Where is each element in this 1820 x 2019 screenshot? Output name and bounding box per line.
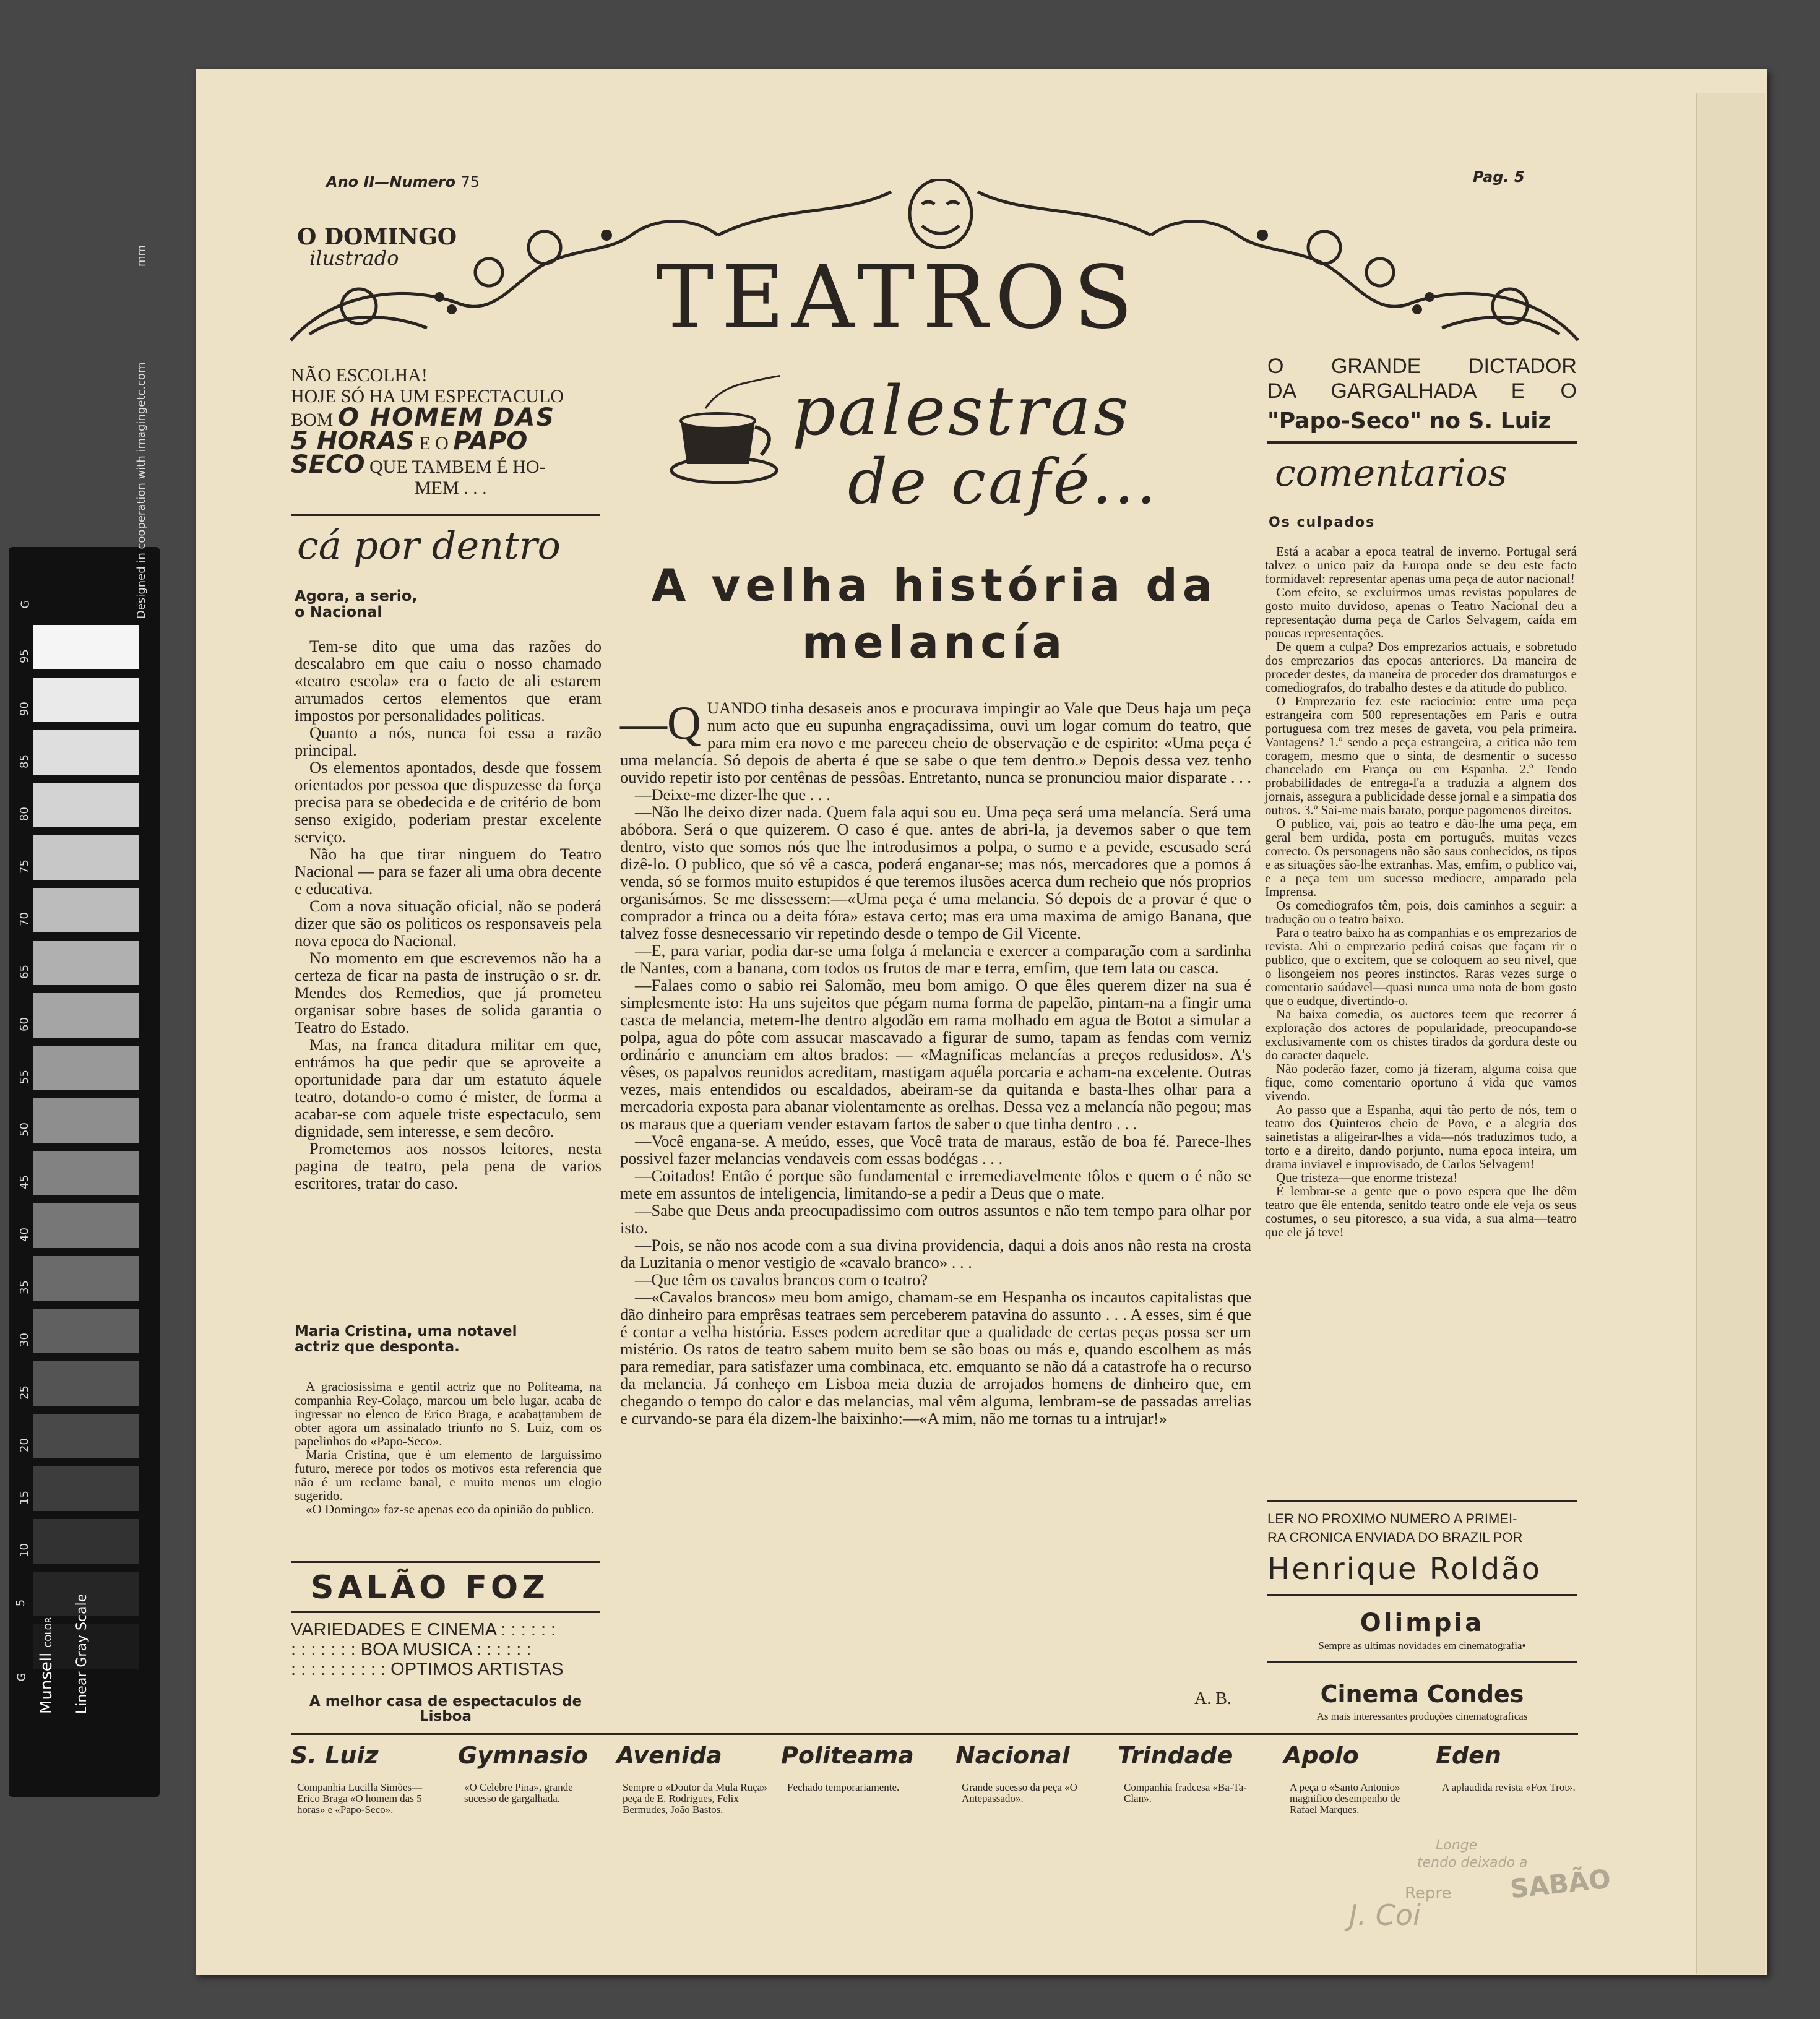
salao-foz-ad: VARIEDADES E CINEMA : : : : : : : : : : : : : BOA MUSICA : : : : : : : : : : : : : : : : OPTIMOS ARTISTAS: [291, 1620, 564, 1679]
paragraph: —Deixe-me dizer-lhe que . . .: [635, 785, 830, 804]
gray-scale-number: 75: [17, 859, 31, 874]
gray-scale-number: 45: [17, 1175, 31, 1189]
scale-brand: Munsell COLOR: [37, 1617, 56, 1714]
palestras-title: palestras: [792, 371, 1131, 450]
theatre-name: Avenida: [616, 1742, 722, 1769]
theatre-description: Companhia fradcesa «Ba-Ta-Clan».: [1124, 1781, 1247, 1804]
paragraph: —Você engana-se. A meúdo, esses, que Você trata de maraus, estão de boa fé. Parece-lhes possivel fazer melancias vendaveis com essas bodégas . . .: [620, 1132, 1251, 1168]
promo-block: [291, 365, 606, 499]
section-title: TEATROS: [656, 248, 1141, 348]
promo-line: NÃO ESCOLHA!: [291, 365, 428, 385]
gray-scale-number: 80: [17, 807, 31, 821]
theatre-description: Sempre o «Doutor da Mula Ruça» peça de E. Rodrigues, Felix Bermudes, João Bastos.: [623, 1781, 767, 1815]
gray-patch: [33, 835, 139, 880]
section-heading-ca-por-dentro: cá por dentro: [297, 523, 561, 568]
right-article-body: [1265, 545, 1577, 1239]
scale-vertical-text: Designed in cooperation with imagingetc.com mm: [135, 244, 148, 619]
gray-patch: [33, 678, 139, 722]
theatre-description: A peça o «Santo Antonio» magnifico desempenho de Rafael Marques.: [1290, 1781, 1400, 1815]
divider: [291, 1611, 600, 1613]
gray-scale-number: 40: [17, 1228, 31, 1242]
gray-scale-number: 85: [17, 754, 31, 768]
divider: [291, 514, 600, 516]
theatre-description: Fechado temporariamente.: [787, 1781, 900, 1793]
paragraph: «O Domingo» faz-se apenas eco da opinião do publico.: [306, 1502, 594, 1517]
cinema-condes-title: Cinema Condes: [1320, 1681, 1524, 1708]
publication-subname: ilustrado: [309, 246, 399, 270]
paragraph: Não poderão fazer, como já fizeram, alguma coisa que fique, como comentario oportuno á vida que vamos vivendo.: [1265, 1061, 1577, 1103]
paragraph: —Pois, se não nos acode com a sua divina providencia, daqui a dois anos não resta na crosta da Luzitania o menor vestigio de «cavalo branco» . . .: [620, 1236, 1251, 1272]
maria-cristina-heading: Maria Cristina, uma notavel actriz que desponta.: [295, 1324, 517, 1355]
listings-top-rule: [291, 1733, 1578, 1735]
paragraph: —Que têm os cavalos brancos com o teatro?: [635, 1270, 928, 1289]
gray-scale-number: 15: [17, 1491, 31, 1505]
theatre-description: Companhia Lucilla Simões—Erico Braga «O homem das 5 horas» e «Papo-Seco».: [297, 1781, 423, 1815]
divider: [1267, 1661, 1577, 1663]
paragraph: —Sabe que Deus anda preocupadissimo com outros assuntos e não tem tempo para olhar por isto.: [620, 1201, 1251, 1237]
paragraph: —«Cavalos brancos» meu bom amigo, chamam-se em Hespanha os incautos capitalistas que dão dinheiro para emprêsas teatraes sem perceberem patavina do assunto . . . A esses, sim é que é contar a velha história. Esses podem acreditar que a qualidade de certas peças possa ser um mistério. Os ratos de teatro sabem muito bem se são boas ou más e, quando escolhem as más para remediar, para satisfazer uma combinaca, etc. emquanto se não dá a catastrofe ha o recurso da melancia. Já conheço em Lisboa meia duzia de arrojados homens de dinheiro que, em chegando o tempo do calor e das melancias, mal vêm alguma, lembram-se de passadas arrelias e curvando-se para éla dizem-lhe baixinho:—«A mim, não me tornas tu a intrujar!»: [620, 1288, 1251, 1427]
gray-patch: [33, 993, 139, 1038]
theatre-description: Grande sucesso da peça «O Antepassado».: [962, 1781, 1077, 1804]
olimpia-subtitle: Sempre as ultimas novidades em cinematografia•: [1318, 1640, 1526, 1651]
promo-line: MEM . . .: [415, 478, 487, 498]
scale-top-label: G: [19, 600, 32, 609]
paragraph: Não ha que tirar ninguem do Teatro Nacional — para se fazer ali uma obra decente e educativa.: [295, 845, 602, 898]
divider: [1267, 1500, 1577, 1502]
center-article-body: —Q UANDO tinha desaseis anos e procurava impingir ao Vale que Deus haja um peça num acto que eu supunha engraçadissima, ouvi um logar comum do teatro, que para mim era novo e me pareceu cheio de observação e de espirito: «Uma peça é uma melancía. Só depois de aberta é que se sabe o que tem dentro.» Depois dessa vez tenho ouvido repetir isto por centênas de pessôas. Entretanto, nunca se pronunciou maior disparate . . . —Deixe-me dizer-lhe que . . . —Não lhe deixo dizer nada. Quem fala aqui sou eu. Uma peça será uma melancía. Será uma abóbora. Será o que quizerem. O caso é que. antes de abri-la, ja devemos saber o que tem dentro, visto que somos nós que lhe introdusimos a polpa, o sumo e a pevide, escusado será dizê-lo. O publico, que só vê a casca, poderá enganar-se; mas nós, mercadores que a pomos á venda, só se formos muito estupidos é que teremos ilusões acerca dum recheio que nós proprios organisámos. Se me dissessem:—«Uma peça é uma melancia. Só depois de a provar é que o comprador a trinca ou a deita fóra» estava certo; mas era uma maxima de amigo Banana, que talvez fosse desnecessario vir repetindo desde o tempo de Gil Vicente. —E, para variar, podia dar-se uma folga á melancia e exercer a comparação com a sardinha de Nantes, com a banana, com todos os frutos de mar e terra, emfim, que tem lata ou casca. —Falaes como o sabio rei Salomão, meu bom amigo. O que êles querem dizer na sua é simplesmente isto: Ha uns sujeitos que pégam numa forma de papelão, pintam-na a fingir uma casca de melancia, metem-lhe dentro algodão em rama molhado em agua de Botot a simular a polpa, agua do pôte com assucar mascavado a figurar de sumo, tapam as fendas com verniz ordinário e anunciam em altos brados: — «Magnificas melancías a preços redusidos». A's vêses, os papalvos reunidos acreditam, mastigam aquéla porcaria e acham-na excelente. Outras vezes, mais entendidos ou escaldados, abeiram-se da quitanda e basta-lhes olhar para a mercadoria exposta para abanar violentamente as orelhas. Dessa vez a melancía não pegou; mas os maraus que a queriam vender estavam fartos de saber o que tinha dentro . . . —Você engana-se. A meúdo, esses, que Você trata de maraus, estão de boa fé. Parece-lhes possivel fazer melancias vendaveis com essas bodégas . . . —Coitados! Então é porque são fundamental e irremediavelmente tôlos e quem o é não se mete em assuntos de inteligencia, limitando-se a pedir a Deus que o mate. —Sabe que Deus anda preocupadissimo com outros assuntos e não tem tempo para olhar por isto. —Pois, se não nos acode com a sua divina providencia, daqui a dois anos não resta na crosta da Luzitania o menor vestigio de «cavalo branco» . . . —Que têm os cavalos brancos com o teatro? —«Cavalos brancos» meu bom amigo, chamam-se em Hespanha os incautos capitalistas que dão dinheiro para emprêsas teatraes sem perceberem patavina do assunto . . . A esses, sim é que é contar a velha história. Esses podem acreditar que a qualidade de certas peças possa ser um mistério. Os ratos de teatro sabem muito bem se são boas ou más e, quando escolhem as más para remediar, para satisfazer uma combinaca, etc. emquanto se não dá a catastrofe ha o recurso da melancia. Já conheço em Lisboa meia duzia de arrojados homens de dinheiro que, em chegando o tempo do calor e das melancias, mal vêm alguma, lembram-se de passadas arrelias e curvando-se para éla dizem-lhe baixinho:—«A mim, não me tornas tu a intrujar!»: [620, 697, 1251, 1427]
gray-scale-number: 60: [17, 1017, 31, 1031]
gray-patch: [33, 888, 139, 932]
olimpia-title: Olimpia: [1360, 1609, 1485, 1637]
paragraph: Os elementos apontados, desde que fossem orientados por pessoa que dispuzesse da força precisa para se obedecida e de critério de bom senso exigido, poderiam prestar excelente serviço.: [295, 758, 602, 846]
paragraph: A graciosissima e gentil actriz que no Politeama, na companhia Rey-Colaço, marcou um belo lugar, acaba de ingressar no elenco de Erico Braga, e acabaţtambem de obter agora um assinalado triunfo no S. Luiz, com os papelinhos do «Papo-Seco».: [295, 1379, 602, 1449]
gray-scale-number: 25: [17, 1385, 31, 1400]
gray-patch: [33, 1151, 139, 1195]
os-culpados-heading: Os culpados: [1269, 515, 1376, 530]
divider: [1267, 441, 1577, 444]
scale-name: Linear Gray Scale: [74, 1593, 90, 1714]
theatre-name: Gymnasio: [458, 1742, 589, 1769]
divider: [291, 1561, 600, 1563]
paragraph: Está a acabar a epoca teatral de inverno. Portugal será talvez o unico paiz da Europa onde se deu este facto formidavel: representar apenas uma peça de autor nacional!: [1265, 544, 1577, 586]
gray-scale-number: 90: [17, 702, 31, 716]
gray-scale-number: 95: [17, 649, 31, 663]
paragraph: Os comediografos têm, pois, dois caminhos a seguir: a tradução ou o teatro baixo.: [1265, 898, 1577, 926]
gray-patch: [33, 1466, 139, 1511]
gray-scale-number: 55: [17, 1070, 31, 1084]
gray-scale-number: 65: [17, 965, 31, 979]
left-article-body: [295, 637, 602, 1192]
salao-foz-title: SALÃO FOZ: [311, 1569, 549, 1606]
gray-scale-number: 20: [17, 1438, 31, 1452]
paragraph: Com efeito, se excluirmos umas revistas populares de gosto muito duvidoso, apenas o Teatro Nacional deu a representação duma peça de Carlos Selvagem, caída em poucas representações.: [1265, 585, 1577, 640]
paragraph: Mas, na franca ditadura militar em que, entrámos ha que pedir que se aproveite a oportunidade para dar um estatuto áquele teatro, dotando-o como é mister, de forma a acabar-se com aquele triste espectaculo, sem dignidade, sem interesse, e sem decôro.: [295, 1035, 602, 1140]
issue-label: Ano II—Numero 75: [326, 173, 480, 191]
paragraph: —Falaes como o sabio rei Salomão, meu bom amigo. O que êles querem dizer na sua é simplesmente isto: Ha uns sujeitos que pégam numa forma de papelão, pintam-na a fingir uma casca de melancia, metem-lhe dentro algodão em rama molhado em agua de Botot a simular a polpa, agua do pôte com assucar mascavado a figurar de sumo, tapam as fendas com verniz ordinário e anunciam em altos brados: — «Magnificas melancías a preços redusidos». A's vêses, os papalvos reunidos acreditam, mastigam aquéla porcaria e acham-na excelente. Outras vezes, mais entendidos ou escaldados, abeiram-se da quitanda e basta-lhes olhar para a mercadoria exposta para abanar violentamente as orelhas. Dessa vez a melancía não pegou; mas os maraus que a queriam vender estavam fartos de saber o que tinha dentro . . .: [620, 976, 1251, 1133]
promo-line: HOJE SÓ HA UM ESPECTACULO: [291, 386, 564, 407]
cinema-condes-subtitle: As mais interessantes produções cinematograficas: [1316, 1710, 1528, 1722]
gray-patch: [33, 1519, 139, 1564]
page-fold: [1696, 93, 1765, 1974]
theatre-mask-icon: [910, 179, 972, 248]
maria-cristina-body: [295, 1380, 602, 1516]
paragraph: Tem-se dito que uma das razões do descalabro em que caiu o nosso chamado «teatro escola» era o facto de ali estarem arrumados certos elementos que eram impostos por personalidades politicas.: [295, 637, 602, 725]
drop-cap: —Q: [620, 697, 701, 749]
gray-scale-number: 50: [17, 1122, 31, 1137]
de-cafe-title: de café...: [848, 446, 1159, 518]
paragraph: Prometemos aos nossos leitores, nesta pagina de teatro, pela pena de varios escritores, tratar do caso.: [295, 1139, 602, 1192]
coffee-cup-icon: [668, 365, 780, 489]
salao-foz-footer: A melhor casa de espectaculos de Lisboa: [309, 1694, 582, 1724]
theatre-description: A aplaudida revista «Fox Trot».: [1442, 1781, 1576, 1793]
scale-bottom-label: G: [15, 1672, 28, 1682]
paragraph: O publico, vai, pois ao teatro e dão-lhe uma peça, em geral bem urdida, posta em português, muitas vezes correcto. Os personagens não são saus conhecidos, os tipos e as situações são-lhe extranhas. Mas, emfim, o publico vai, e a peça tem um sucesso mediocre, amparado pela Imprensa.: [1265, 816, 1577, 899]
article-headline: A velha história da melancía: [651, 559, 1218, 668]
next-issue-notice: LER NO PROXIMO NUMERO A PRIMEI- RA CRONICA ENVIADA DO BRAZIL POR: [1267, 1511, 1523, 1545]
gray-scale-number: 30: [17, 1333, 31, 1347]
theatre-name: Eden: [1436, 1742, 1501, 1769]
paragraph: O Emprezario fez este raciocinio: entre uma peça estrangeira com 500 representações em Paris e outra portuguesa com trez meses de gaveta, vou pela primeira. Vantagens? 1.º sendo a peça estrangeira, a critica não tem coragem, mesmo que o sinta, de desmentir o sucesso chancelado em França ou em Espanha. 2.º Tendo probabilidades de entrega-l'a a traduzia a algnem dos jornais, assegura a publicidade desse jornal e a simpatia dos outros. 3.º Sai-me mais barato, porque pagomenos direitos.: [1265, 694, 1577, 817]
theatre-name: Politeama: [781, 1742, 914, 1769]
article-signature: A. B.: [1194, 1689, 1231, 1708]
promo-line: BOM O HOMEM DAS: [291, 403, 556, 432]
article-subheading: Agora, a serio, o Nacional: [295, 587, 418, 621]
gray-patch: [33, 1361, 139, 1406]
gray-patch: [33, 625, 139, 669]
paragraph: —E, para variar, podia dar-se uma folga á melancia e exercer a comparação com a sardinha de Nantes, com a banana, com todos os frutos de mar e terra, emfim, que tem lata ou casca.: [620, 941, 1251, 977]
theatre-description: «O Celebre Pina», grande sucesso de gargalhada.: [464, 1781, 573, 1804]
publication-name: O DOMINGO: [297, 224, 457, 250]
paragraph: Com a nova situação oficial, não se poderá dizer que são os politicos os responsaveis pela nova epoca do Nacional.: [295, 897, 602, 950]
paragraph: —Coitados! Então é porque são fundamental e irremediavelmente tôlos e quem o é não se mete em assuntos de inteligencia, limitando-se a pedir a Deus que o mate.: [620, 1166, 1251, 1202]
paragraph: Ao passo que a Espanha, aqui tão perto de nós, tem o teatro dos Quinteros cheio de Povo, e a alegria dos sainetistas a aligeirar-lhes a vida—nós traduzimos tudo, a torto e a direito, dando porjunto, numa epoca inteira, um drama inviavel e improvisado, de Carlos Selvagem!: [1265, 1102, 1577, 1171]
paragraph: De quem a culpa? Dos emprezarios actuais, e sobretudo dos emprezarios das epocas anteriores. Da maneira de proceder destes, da maneira de proceder dos dramaturgos e comediografos, do trabalho destes e da atitude do publico.: [1265, 639, 1577, 695]
gray-scale-number: 5: [14, 1599, 28, 1607]
ink-stamp: Longe tendo deixado a SABÃO Repre J. Coi: [1349, 1838, 1613, 1932]
paragraph: —Não lhe deixo dizer nada. Quem fala aqui sou eu. Uma peça será uma melancía. Será uma abóbora. Será o que quizerem. O caso é que. antes de abri-la, ja devemos saber o que tem dentro, visto que somos nós que lhe introdusimos a polpa, o sumo e a pevide, escusado será dizê-lo. O publico, que só vê a casca, poderá enganar-se; mas nós, mercadores que a pomos á venda, só se formos muito estupidos é que teremos ilusões acerca dum recheio que nós proprios organisámos. Se me dissessem:—«Uma peça é uma melancia. Só depois de a provar é que o comprador a trinca ou a deita fóra» estava certo; mas era uma maxima de amigo Banana, que talvez fosse desnecessario vir repetindo desde o tempo de Gil Vicente.: [620, 803, 1251, 942]
gray-scale-number: 70: [17, 912, 31, 926]
gray-patch: [33, 941, 139, 985]
page-number: Pag. 5: [1473, 168, 1525, 186]
theatre-name: Trindade: [1118, 1742, 1233, 1769]
gray-patch: [33, 1203, 139, 1248]
theatre-name: S. Luiz: [291, 1742, 379, 1769]
paragraph: Que tristeza—que enorme tristeza!: [1276, 1170, 1458, 1185]
divider: [1267, 1594, 1577, 1596]
right-headline: O GRANDE DICTADOR DA GARGALHADA E O: [1267, 355, 1577, 403]
paragraph: Na baixa comedia, os auctores teem que recorrer á exploração dos actores de popularidade, preocupando-se exclusivamente com os chistes tirados da gordura deste ou do caracter daquele.: [1265, 1007, 1577, 1062]
papo-seco-headline: "Papo-Seco" no S. Luiz: [1267, 408, 1551, 434]
paragraph: Para o teatro baixo ha as companhias e os emprezarios de revista. Ahi o emprezario pedirá coisas que façam rir o publico, que o excitem, que se coloquem ao seu nivel, que o lisongeiem nos peores instinctos. Raras vezes surge o comentario saúdavel—quasi nunca uma nota de bom gosto que o eudque, divertindo-o.: [1265, 925, 1577, 1008]
section-heading-comentarios: comentarios: [1275, 452, 1507, 495]
gray-patch: [33, 1414, 139, 1458]
gray-patch: [33, 1098, 139, 1143]
theatre-name: Nacional: [955, 1742, 1070, 1769]
promo-line: SECO QUE TAMBEM É HO-: [291, 450, 546, 479]
gray-scale-number: 10: [17, 1543, 31, 1557]
gray-patch: [33, 783, 139, 827]
paragraph: Maria Cristina, que é um elemento de larguissimo futuro, merece por todos os motivos esta referencia que não é um reclame banal, e muito menos um elogio sugerido.: [295, 1447, 602, 1503]
paragraph: No momento em que escrevemos não ha a certeza de ficar na pasta de instrução o sr. dr. Mendes dos Remedios, que já prometeu organisar sobre bases de solida garantia o Teatro do Estado.: [295, 949, 602, 1036]
author-name: Henrique Roldão: [1267, 1552, 1542, 1586]
gray-patch: [33, 1309, 139, 1353]
gray-patch: [33, 1256, 139, 1301]
theatre-name: Apolo: [1283, 1742, 1359, 1769]
promo-line: 5 HORAS E O PAPO: [291, 427, 528, 455]
gray-patch: [33, 730, 139, 775]
gray-scale-number: 35: [17, 1280, 31, 1294]
paragraph: É lembrar-se a gente que o povo espera que lhe dêm teatro que êle entenda, senitdo teatro onde ele veja os seus costumes, o seu pitoresco, a sua vida, a sua alma—teatro que ele já teve!: [1265, 1184, 1577, 1239]
paragraph: Quanto a nós, nunca foi essa a razão principal.: [295, 723, 602, 759]
gray-patch: [33, 1046, 139, 1090]
